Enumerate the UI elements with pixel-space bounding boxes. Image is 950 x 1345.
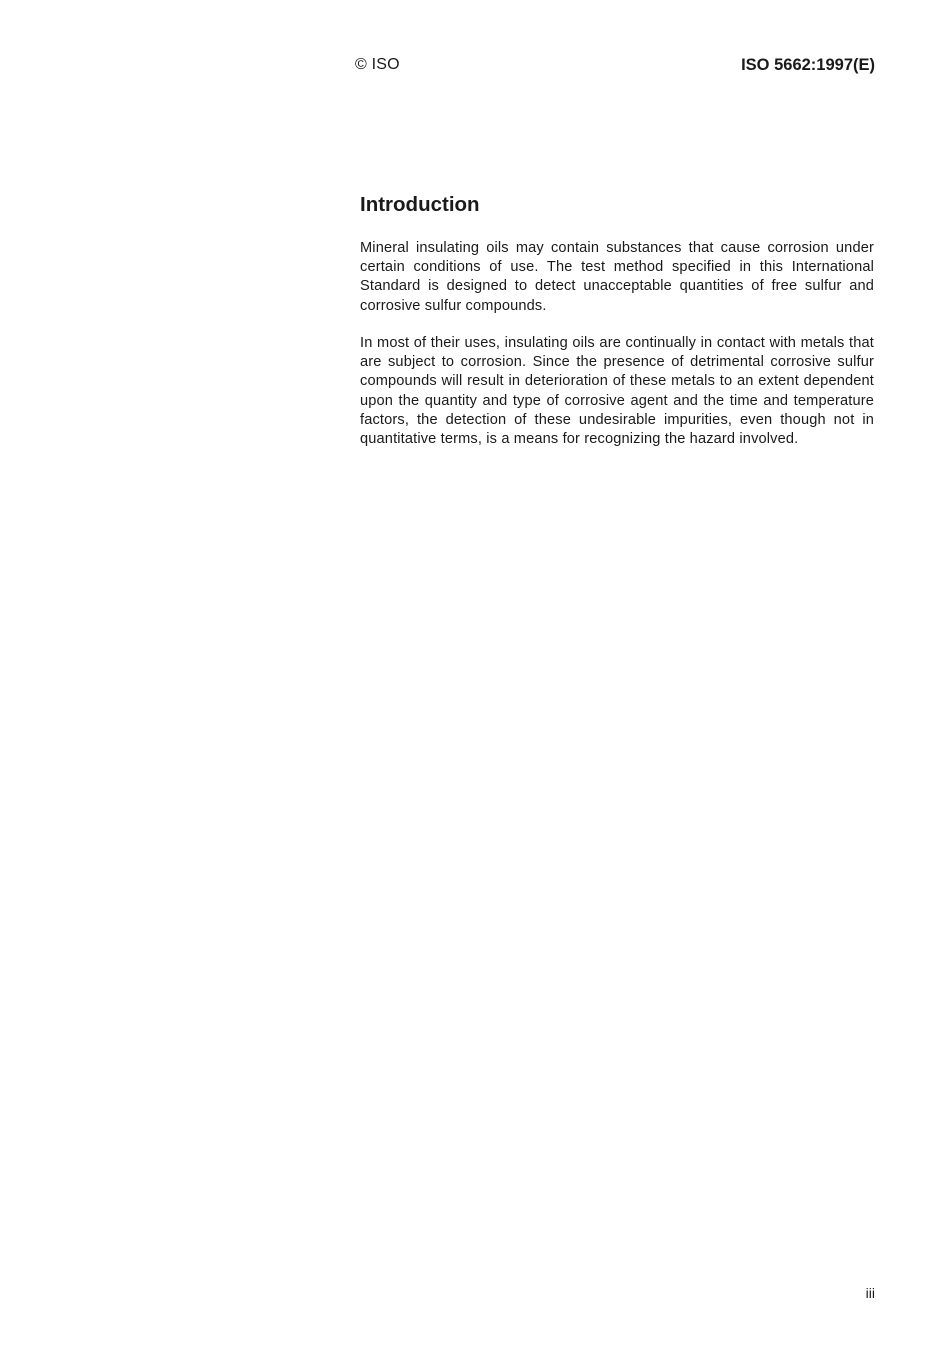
standard-identifier: ISO 5662:1997(E) <box>741 56 875 74</box>
page-number: iii <box>865 1285 875 1301</box>
paragraph-2: In most of their uses, insulating oils are continually in contact with metals that are subject to corrosion. Since the presence of detrimental corrosive sulfur compounds will result in deterioration of these metals to an extent dependent upon the quantity and type of corrosive agent and the time and temperature factors, the detection of these undesirable impurities, even though not in quantitative terms, is a means for recognizing the hazard involved. <box>360 335 874 448</box>
paragraph-1: Mineral insulating oils may contain substances that cause corrosion under certain conditions of use. The test method specified in this International Standard is designed to detect unacceptable quantities of free sulfur and corrosive sulfur compounds. <box>360 240 874 314</box>
section-title: Introduction <box>360 193 480 216</box>
copyright-notice: © ISO <box>355 56 400 73</box>
